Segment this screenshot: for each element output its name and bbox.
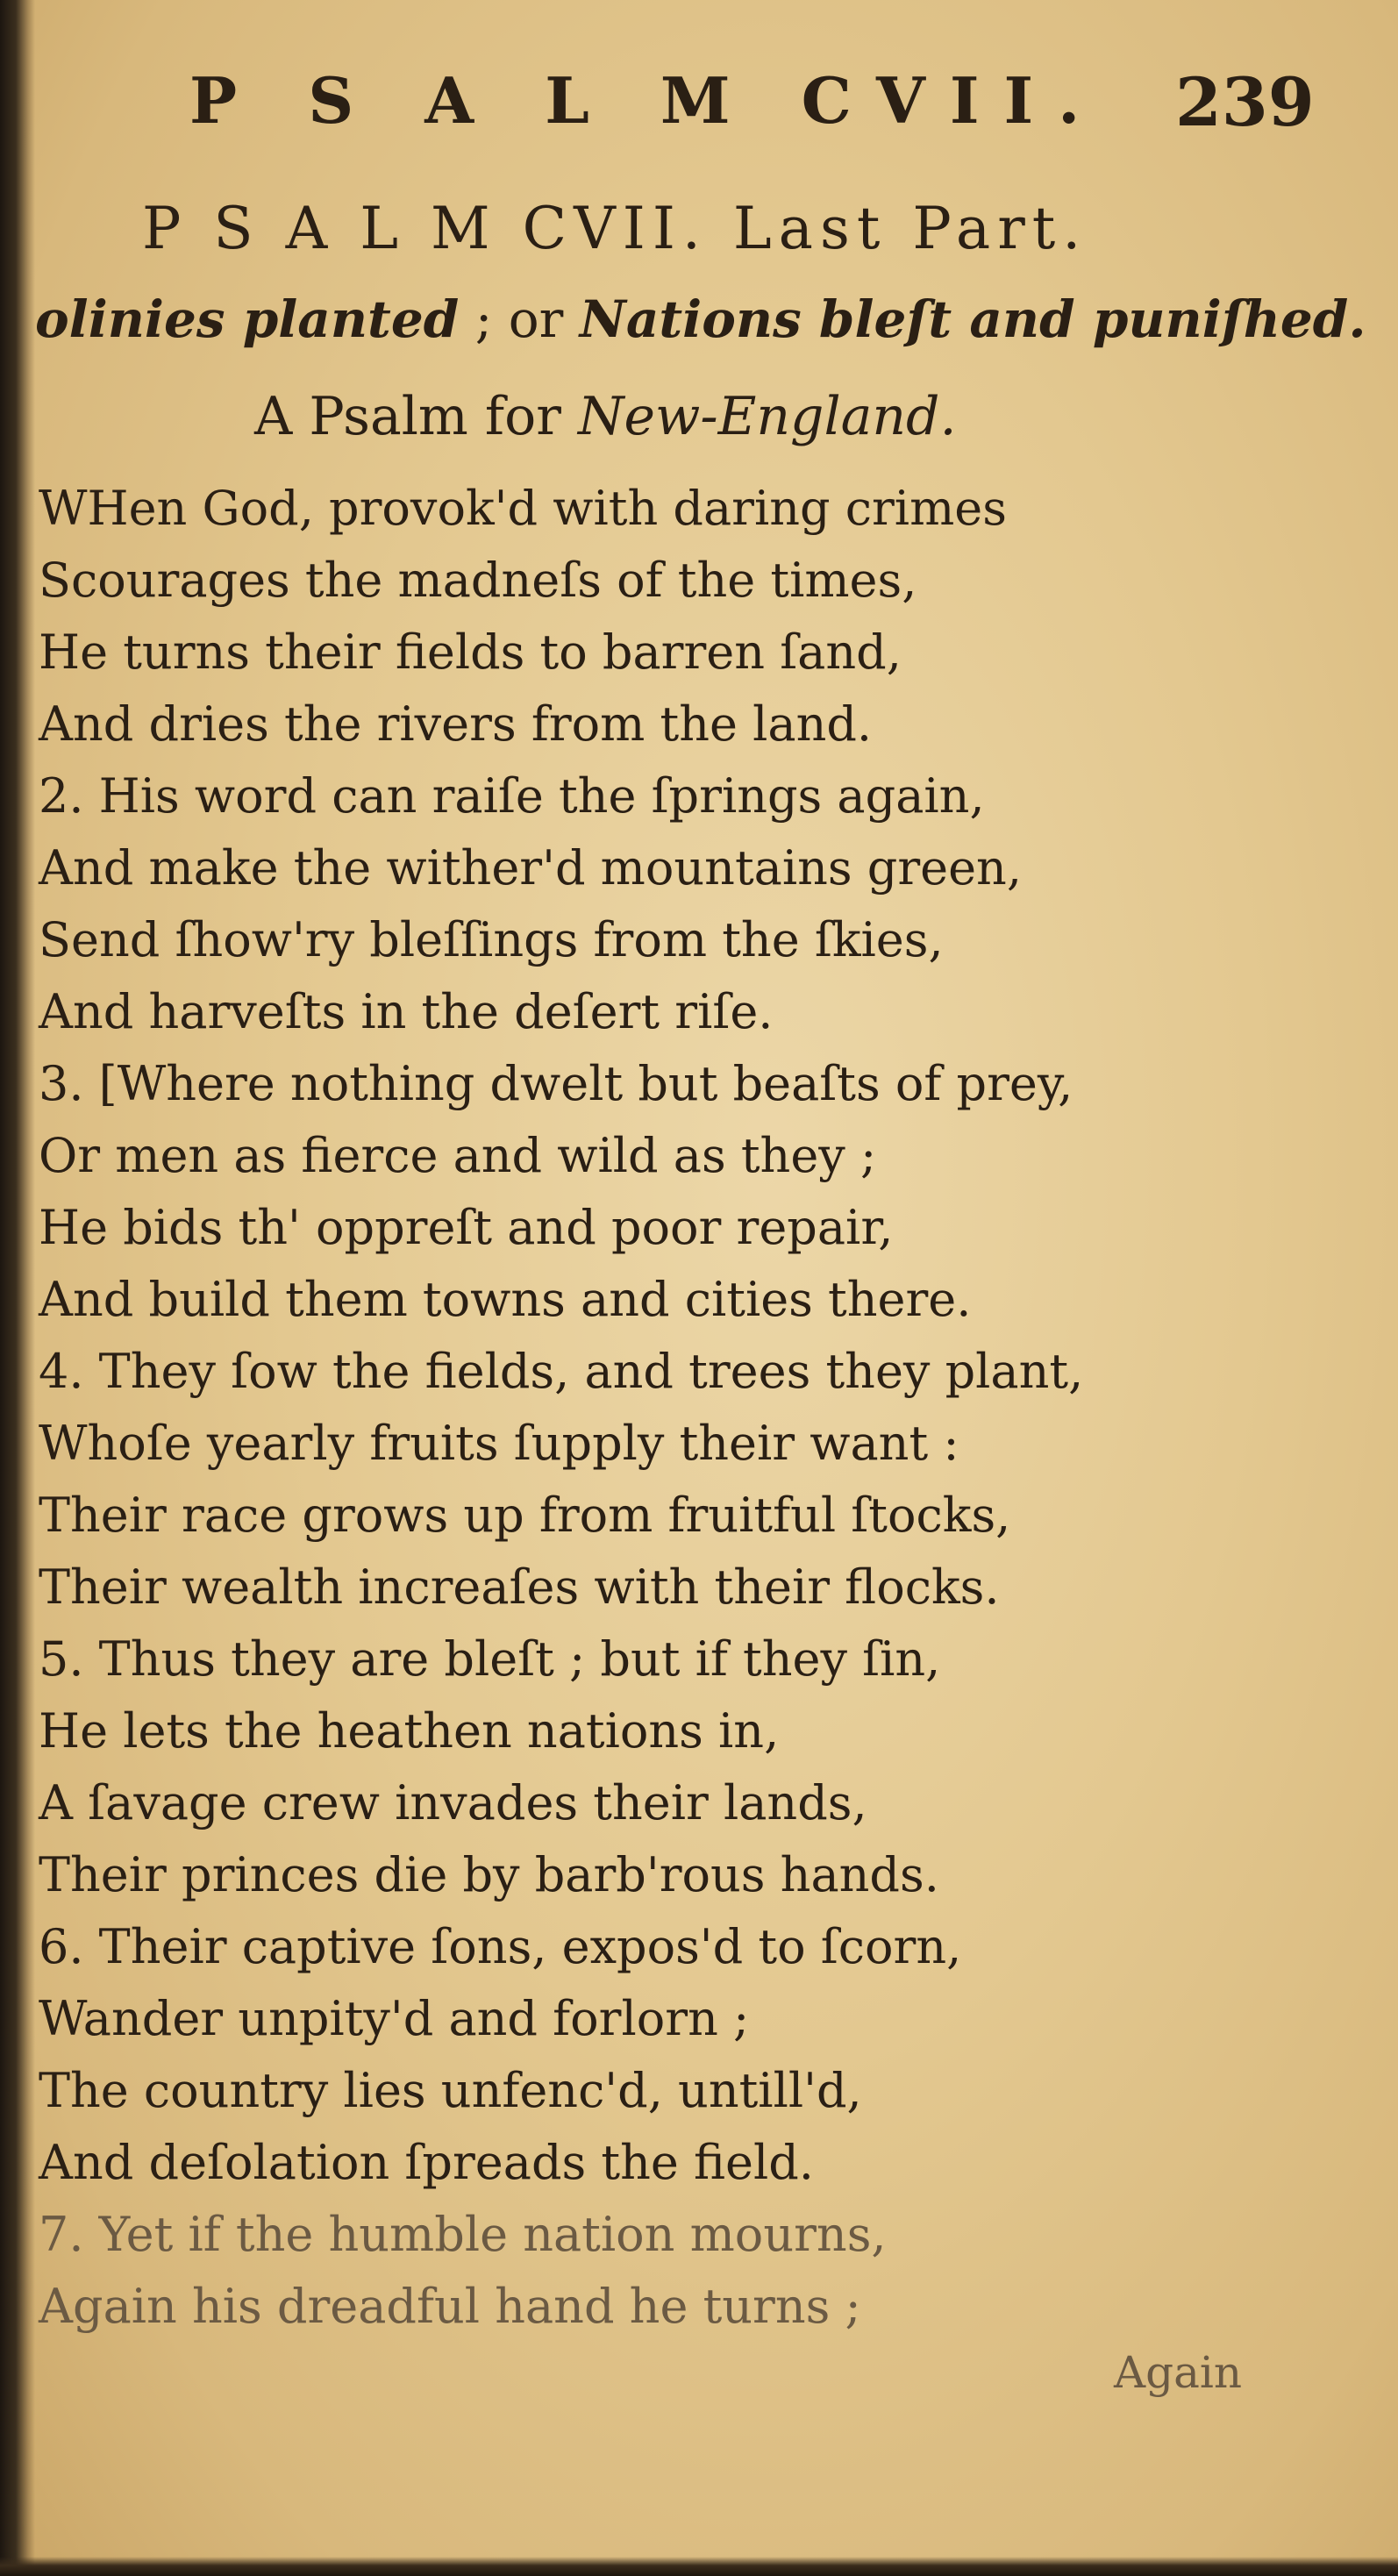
verse-line: A ſavage crew invades their lands, — [39, 1775, 867, 1830]
verse-line: 7. Yet if the humble nation mourns, — [39, 2207, 887, 2262]
verse-line: The country lies unfenc'd, untill'd, — [39, 2063, 862, 2118]
verse-line: Send ſhow'ry bleſſings from the ſkies, — [39, 912, 944, 967]
verse-line: Again his dreadful hand he turns ; — [39, 2279, 861, 2334]
subtitle-part-2: Nations bleſt and puniſhed. — [579, 289, 1366, 349]
subtitle-part-1: olinies planted — [35, 289, 460, 349]
dedication-prefix: A Psalm for — [254, 386, 578, 447]
verse-line: 6. Their captive ſons, expos'd to ſcorn, — [39, 1919, 962, 1974]
verse-line: Their wealth increaſes with their flocks. — [39, 1559, 1000, 1615]
verse-line: Their race grows up from fruitful ſtocks, — [39, 1488, 1011, 1543]
verse-line: He bids th' oppreſt and poor repair, — [39, 1200, 894, 1255]
verse-line: 3. [Where nothing dwelt but beaſts of prey, — [39, 1056, 1073, 1111]
verse-line: Wander unpity'd and forlorn ; — [39, 1991, 750, 2046]
verse-line: WHen God, provok'd with daring crimes — [39, 481, 1007, 536]
verse-line: Scourages the madneſs of the times, — [39, 553, 917, 608]
psalm-dedication — [254, 386, 957, 447]
dedication-place: New-England. — [577, 386, 957, 447]
catchword: Again — [1114, 2347, 1243, 2398]
verse-line: 4. They ſow the fields, and trees they plant, — [39, 1344, 1084, 1399]
verse-line: And dries the rivers from the land. — [39, 696, 873, 752]
verse-line: And make the wither'd mountains green, — [39, 840, 1023, 896]
running-title: P S A L M CVII. — [189, 63, 1105, 138]
verse-line: And harveſts in the deſert riſe. — [39, 984, 774, 1039]
verse-line: He lets the heathen nations in, — [39, 1703, 780, 1759]
verse-line: 5. Thus they are bleſt ; but if they ſin, — [39, 1631, 941, 1687]
page-number: 239 — [1175, 63, 1315, 141]
verse-line: Their princes die by barb'rous hands. — [39, 1847, 939, 1902]
verse-line: Whoſe yearly fruits ſupply their want : — [39, 1416, 959, 1471]
verse-line: He turns their fields to barren ſand, — [39, 624, 902, 680]
psalm-subtitle — [35, 289, 1366, 349]
subtitle-connector: ; or — [459, 289, 580, 349]
psalm-heading: P S A L M CVII. Last Part. — [142, 195, 1088, 262]
verse-line: 2. His word can raiſe the ſprings again, — [39, 768, 985, 824]
verse-line: Or men as fierce and wild as they ; — [39, 1128, 877, 1183]
verse-line: And deſolation ſpreads the field. — [39, 2135, 814, 2190]
page-gutter-shadow — [0, 0, 35, 2576]
verse-line: And build them towns and cities there. — [39, 1272, 972, 1327]
page-bottom-edge — [0, 2557, 1398, 2576]
